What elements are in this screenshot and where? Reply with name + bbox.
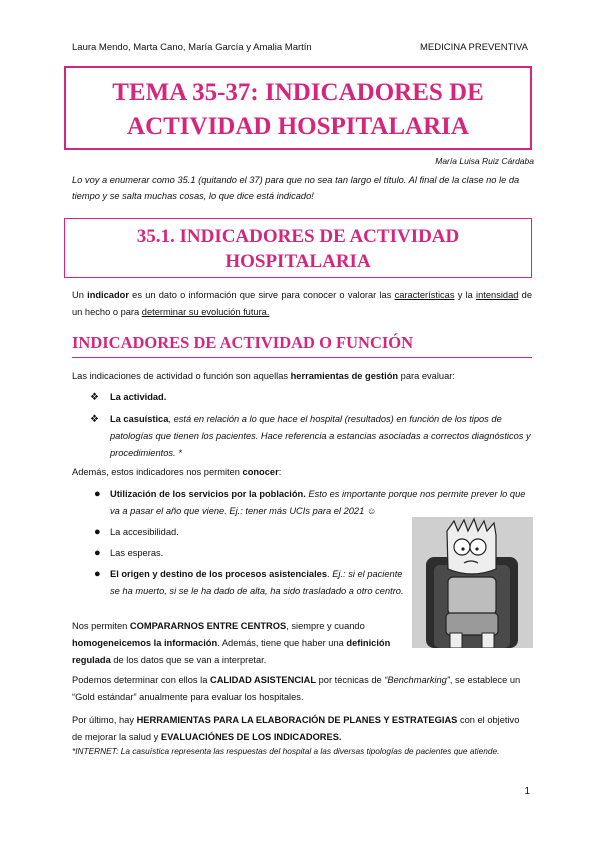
section-title [65,224,531,274]
professor-name: María Luisa Ruiz Cárdaba [435,156,534,166]
paragraph-tools: Las indicaciones de actividad o función son aquellas herramientas de gestión para evaluar: [72,371,455,381]
header-subject: MEDICINA PREVENTIVA [419,42,528,53]
indicator-definition: Un indicador es un dato o información que sirve para conocer o valorar las características y la intensidad de un hecho o para determinar su evolución futura. [72,290,532,317]
page-title [66,76,530,144]
cartoon-illustration [412,517,533,648]
list-item: ❖ La casuística, está en relación a lo que hace el hospital (resultados) en función de los tipos de patologías que tienen los pacientes. Hace referencia a estancias asociadas a correctos diagnósticos y procedimientos. * [88,411,532,462]
paragraph-compare: Nos permiten COMPARARNOS ENTRE CENTROS, siempre y cuando homogeneicemos la información. Además, tiene que haber una definición regulada de los datos que se van a interpretar. [72,621,391,665]
diamond-bullet-icon: ❖ [90,392,99,403]
dot-bullet-icon: ● [94,547,101,559]
cartoon-boy-in-chair-icon [412,517,533,648]
title-line-1: TEMA 35-37: INDICADORES DE [112,79,484,106]
title-line-2: ACTIVIDAD HOSPITALARIA [127,113,469,140]
list-item: ❖ La actividad. [88,389,532,406]
paragraph-tools-plans: Por último, hay HERRAMIENTAS PARA LA ELABORACIÓN DE PLANES Y ESTRATEGIAS con el objetivo de mejorar la salud y EVALUACIÓNES DE LOS INDICADORES. [72,715,520,742]
paragraph-quality: Podemos determinar con ellos la CALIDAD ASISTENCIAL por técnicas de “Benchmarking”, se establece un “Gold estándar” anualmente para evaluar los hospitales. [72,675,521,702]
dot-bullet-icon: ● [94,488,101,500]
paragraph-knowledge: Además, estos indicadores nos permiten conocer: [72,467,282,477]
dot-bullet-icon: ● [94,526,101,538]
list-item: ● Utilización de los servicios por la población. Esto es importante porque nos permite prever lo que va a pasar el año que viene. Ej.: tener más UCIs para el 2021 ☺ [94,488,526,516]
header-authors: Laura Mendo, Marta Cano, María García y Amalia Martín [72,42,312,53]
list-item: ● El origen y destino de los procesos asistenciales. Ej.: si el paciente se ha muerto, si se le ha dado de alta, ha sido trasladado a otro centro. [94,568,404,596]
dot-bullet-icon: ● [94,568,101,580]
section-title-line-2: HOSPITALARIA [225,251,371,272]
section-box [64,218,532,278]
page-number: 1 [524,786,530,797]
evaluation-list [88,389,532,462]
footnote: *INTERNET: La casuística representa las respuestas del hospital a las diversas tipologías de pacientes que atiende. [72,746,500,756]
section-title-line-1: 35.1. INDICADORES DE ACTIVIDAD [136,226,460,247]
diamond-bullet-icon: ❖ [90,414,99,425]
intro-note: Lo voy a enumerar como 35.1 (quitando el 37) para que no sea tan largo el título. Al final de la clase no le da tiempo y se salta muchas cosas, lo que dice está indicado! [72,175,520,201]
list-item: ● Las esperas. [88,545,532,562]
list-item: ● La accesibilidad. [88,524,532,541]
title-box [64,66,532,150]
subheading: INDICADORES DE ACTIVIDAD O FUNCIÓN [72,333,532,358]
